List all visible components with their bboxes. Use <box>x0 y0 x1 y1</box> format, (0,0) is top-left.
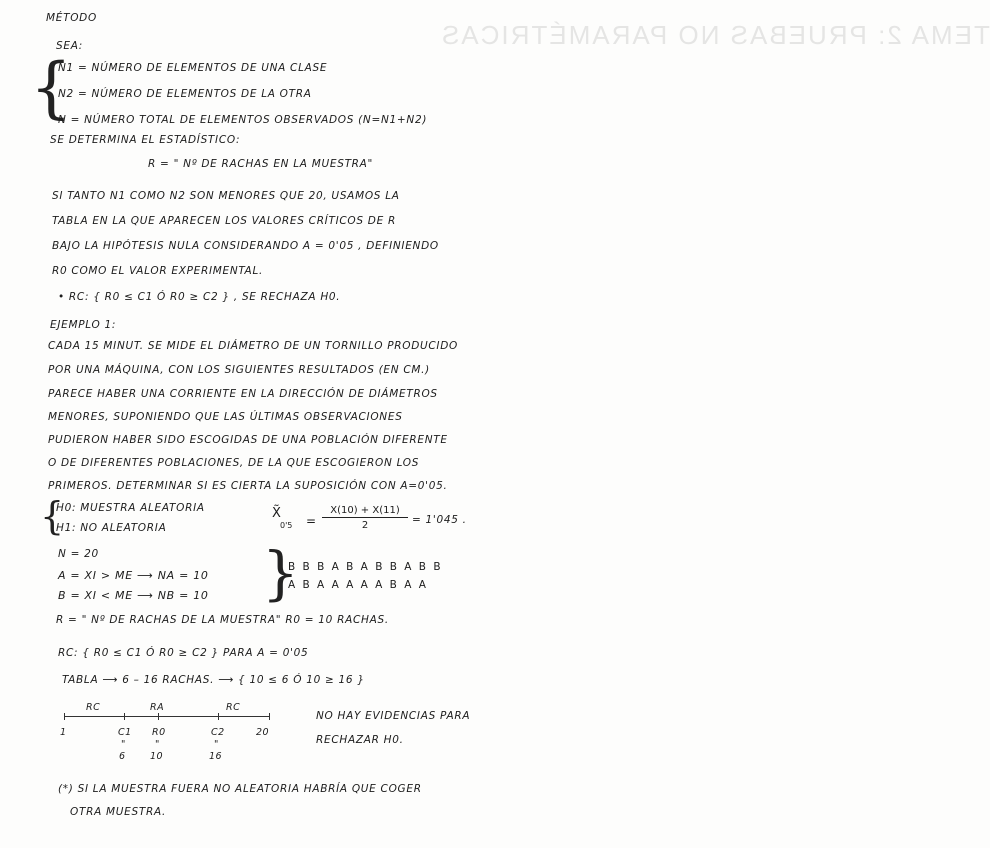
axis-c1-value: 6 <box>119 751 126 762</box>
tick-c1 <box>124 713 125 720</box>
paragraph-line-2: TABLA EN LA QUE APARECEN LOS VALORES CRÍTICOS DE R <box>52 215 396 227</box>
brace-hypotheses: { <box>40 494 65 538</box>
ditto-c1: " <box>121 739 126 750</box>
brace-classes: { <box>262 539 299 607</box>
sequence-row-2: A B A A A A A B A A <box>288 579 428 591</box>
rejection-region-left <box>64 716 126 723</box>
brace-definitions: { <box>30 49 72 126</box>
label-sea: SEA: <box>56 40 84 52</box>
median-numerator: X(10) + X(11) <box>322 505 408 518</box>
rejection-region-right <box>218 716 270 723</box>
table-lookup: TABLA ⟶ 6 – 16 RACHAS. ⟶ { 10 ≤ 6 Ó 10 ≥ 16 } <box>62 674 365 686</box>
critical-region: • RC: { R0 ≤ C1 Ó R0 ≥ C2 } , SE RECHAZA H0. <box>58 291 341 303</box>
ditto-r0: " <box>155 739 160 750</box>
ditto-c2: " <box>214 739 219 750</box>
statistic-definition: R = " Nº DE RACHAS EN LA MUESTRA" <box>148 158 374 170</box>
median-subscript: 0'5 <box>280 521 293 530</box>
median-symbol: X̃ <box>272 506 281 521</box>
heading-metodo: MÉTODO <box>46 12 97 24</box>
conclusion-line-1: NO HAY EVIDENCIAS PARA <box>316 710 471 722</box>
tick-c2 <box>218 713 219 720</box>
tick-end <box>269 713 270 720</box>
paragraph-line-1: SI TANTO N1 COMO N2 SON MENORES QUE 20, USAMOS LA <box>52 190 400 202</box>
axis-label-ra: RA <box>150 702 165 713</box>
example-title: EJEMPLO 1: <box>50 319 117 331</box>
axis-r0-value: 10 <box>150 751 164 762</box>
axis-start: 1 <box>60 727 67 738</box>
footnote-line-1: (*) SI LA MUESTRA FUERA NO ALEATORIA HABRÍA QUE COGER <box>58 783 422 795</box>
definition-n2: N2 = NÚMERO DE ELEMENTOS DE LA OTRA <box>58 88 312 100</box>
example-line-4: MENORES, SUPONIENDO QUE LAS ÚLTIMAS OBSERVACIONES <box>48 411 403 423</box>
paragraph-line-4: R0 COMO EL VALOR EXPERIMENTAL. <box>52 265 264 277</box>
axis-label-rc-right: RC <box>226 702 241 713</box>
null-hypothesis: H0: MUESTRA ALEATORIA <box>56 502 205 514</box>
sequence-row-1: B B B A B A B B A B B <box>288 561 443 573</box>
equals-sign: = <box>306 514 317 528</box>
median-denominator: 2 <box>361 520 369 531</box>
example-line-1: CADA 15 MINUT. SE MIDE EL DIÁMETRO DE UN TORNILLO PRODUCIDO <box>48 340 458 352</box>
runs-statistic: R = " Nº DE RACHAS DE LA MUESTRA" R0 = 10 RACHAS. <box>56 614 389 626</box>
median-value: = 1'045 . <box>412 514 467 526</box>
conclusion-line-2: RECHAZAR H0. <box>316 734 404 746</box>
critical-region-alpha: RC: { R0 ≤ C1 Ó R0 ≥ C2 } PARA Α = 0'05 <box>58 647 309 659</box>
example-line-5: PUDIERON HABER SIDO ESCOGIDAS DE UNA POBLACIÓN DIFERENTE <box>48 434 448 446</box>
tick-start <box>64 713 65 720</box>
alt-hypothesis: H1: NO ALEATORIA <box>56 522 167 534</box>
paragraph-line-3: BAJO LA HIPÓTESIS NULA CONSIDERANDO Α = 0'05 , DEFINIENDO <box>52 240 439 252</box>
example-line-7: PRIMEROS. DETERMINAR SI ES CIERTA LA SUPOSICIÓN CON Α=0'05. <box>48 480 448 492</box>
axis-c2: C2 <box>211 727 225 738</box>
definition-n1: N1 = NÚMERO DE ELEMENTOS DE UNA CLASE <box>58 62 328 74</box>
example-line-3: PARECE HABER UNA CORRIENTE EN LA DIRECCIÓN DE DIÁMETROS <box>48 388 438 400</box>
tick-r0 <box>158 713 159 720</box>
example-line-2: POR UNA MÁQUINA, CON LOS SIGUIENTES RESULTADOS (EN CM.) <box>48 364 430 376</box>
axis-c1: C1 <box>118 727 132 738</box>
example-line-6: O DE DIFERENTES POBLACIONES, DE LA QUE ESCOGIERON LOS <box>48 457 420 469</box>
statistic-intro: SE DETERMINA EL ESTADÍSTICO: <box>50 134 241 146</box>
axis-r0: R0 <box>152 727 166 738</box>
axis-label-rc-left: RC <box>86 702 101 713</box>
footnote-line-2: OTRA MUESTRA. <box>70 806 167 818</box>
bleed-through-text: TEMA 2: PRUEBAS NO PARAMÉTRICAS <box>440 20 990 50</box>
class-b-definition: B = XI < ME ⟶ NB = 10 <box>58 589 209 602</box>
sample-size: N = 20 <box>58 548 99 560</box>
class-a-definition: A = XI > ME ⟶ NA = 10 <box>58 569 209 582</box>
axis-end: 20 <box>256 727 270 738</box>
axis-c2-value: 16 <box>209 751 223 762</box>
definition-n: N = NÚMERO TOTAL DE ELEMENTOS OBSERVADOS (N=N1+N2) <box>58 114 428 126</box>
